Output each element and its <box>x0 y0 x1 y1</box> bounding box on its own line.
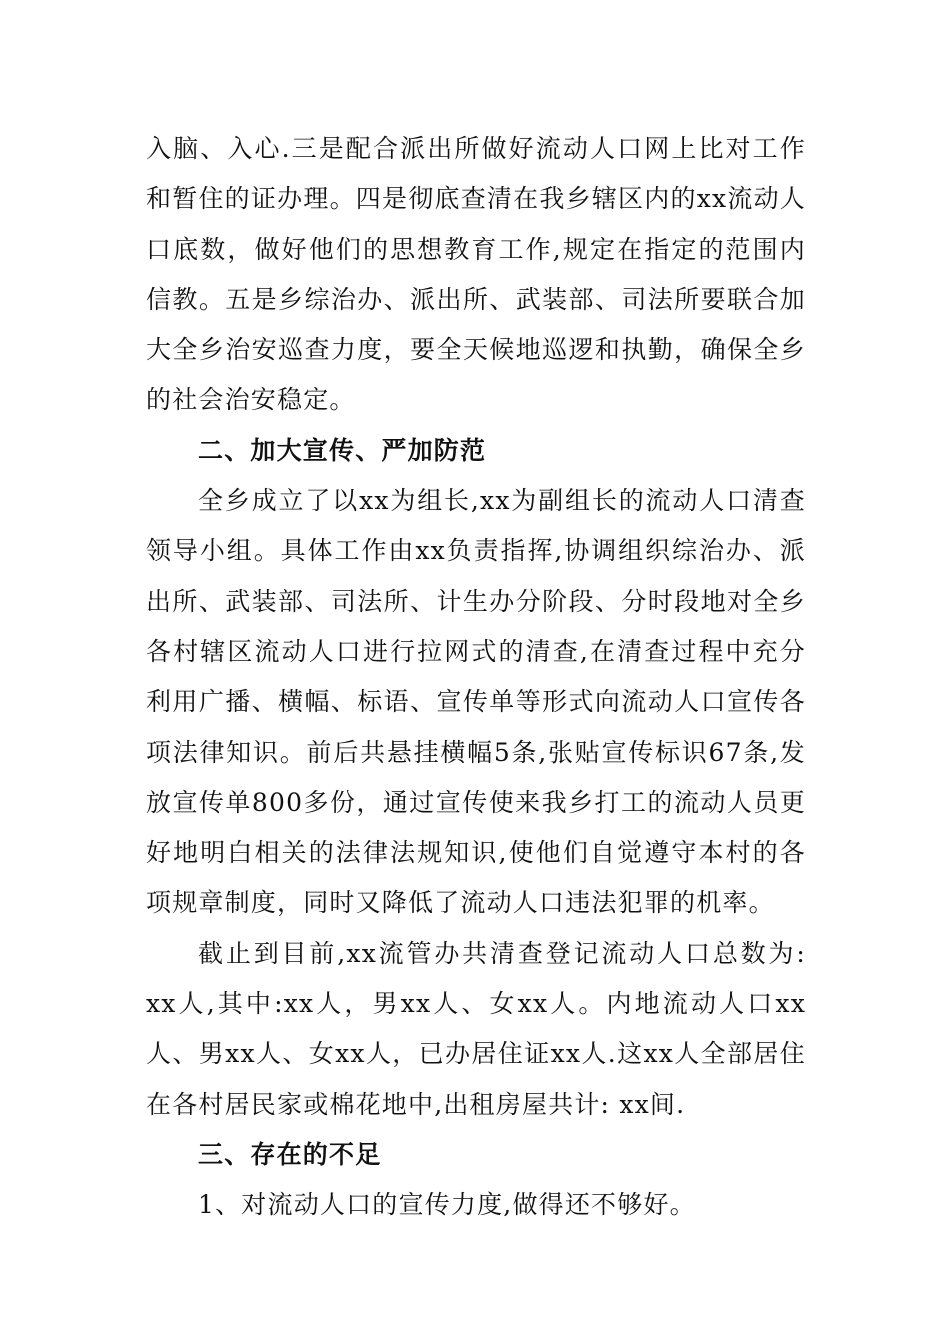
paragraph-publicity: 全乡成立了以xx为组长,xx为副组长的流动人口清查领导小组。具体工作由xx负责指挥,协调组织综治办、派出所、武装部、司法所、计生办分阶段、分时段地对全乡各村辖区流动人口进行拉网式的清查,在清查过程中充分利用广播、横幅、标语、宣传单等形式向流动人口宣传各项法律知识。前后共悬挂横幅5条,张贴宣传标识67条,发放宣传单800多份，通过宣传使来我乡打工的流动人员更好地明白相关的法律法规知识,使他们自觉遵守本村的各项规章制度，同时又降低了流动人口违法犯罪的机率。 <box>146 486 806 918</box>
paragraph-statistics: 截止到目前,xx流管办共清查登记流动人口总数为: xx人,其中:xx人，男xx人、女xx人。内地流动人口xx人、男xx人、女xx人，已办居住证xx人.这xx人全部居住在各村居民家或棉花地中,出租房屋共计: xx间. <box>146 938 806 1119</box>
list-item-shortcoming-1: 1、对流动人口的宣传力度,做得还不够好。 <box>198 1190 696 1220</box>
section-heading-2: 二、加大宣传、严加防范 <box>198 435 487 465</box>
paragraph-continued: 入脑、入心.三是配合派出所做好流动人口网上比对工作和暂住的证办理。四是彻底查清在我乡辖区内的xx流动人口底数，做好他们的思想教育工作,规定在指定的范围内信教。五是乡综治办、派出所、武装部、司法所要联合加大全乡治安巡查力度，要全天候地巡逻和执勤，确保全乡的社会治安稳定。 <box>146 134 806 415</box>
document-page <box>146 124 806 1231</box>
section-heading-3: 三、存在的不足 <box>198 1139 382 1169</box>
